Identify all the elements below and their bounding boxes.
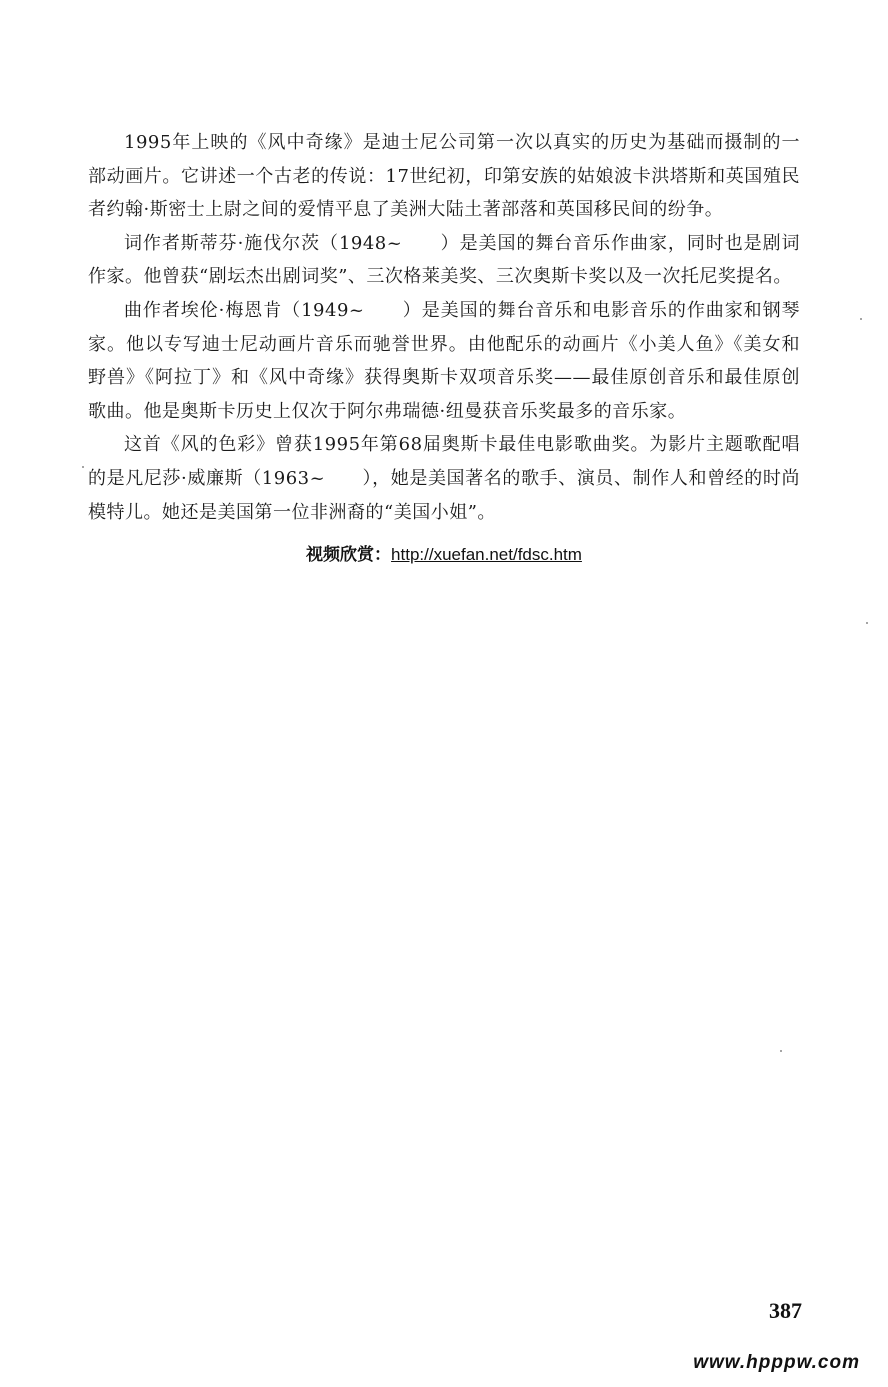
- paragraph-pocahontas-intro: 1995年上映的《风中奇缘》是迪士尼公司第一次以真实的历史为基础而摄制的一部动画片。它讲述一个古老的传说：17世纪初，印第安族的姑娘波卡洪塔斯和英国殖民者约翰·斯密士上尉之间的爱情平息了美洲大陆土著部落和英国移民间的纷争。: [88, 132, 800, 221]
- body-text: [88, 126, 800, 529]
- watermark-text: www.hpppw.com: [693, 1352, 860, 1373]
- video-url-link[interactable]: http://xuefan.net/fdsc.htm: [391, 545, 582, 564]
- video-link-line: [0, 540, 888, 565]
- paragraph-composer: 曲作者埃伦·梅恩肯（1949~ ）是美国的舞台音乐和电影音乐的作曲家和钢琴家。他以专写迪士尼动画片音乐而驰誉世界。由他配乐的动画片《小美人鱼》《美女和野兽》《阿拉丁》和《风中奇缘》获得奥斯卡双项音乐奖——最佳原创音乐和最佳原创歌曲。他是奥斯卡历史上仅次于阿尔弗瑞德·纽曼获音乐奖最多的音乐家。: [88, 299, 800, 422]
- scan-speck: [82, 466, 84, 468]
- paragraph-lyricist: 词作者斯蒂芬·施伐尔茨（1948~ ）是美国的舞台音乐作曲家，同时也是剧词作家。他曾获“剧坛杰出剧词奖”、三次格莱美奖、三次奥斯卡奖以及一次托尼奖提名。: [88, 232, 800, 288]
- paragraph-song-award: 这首《风的色彩》曾获1995年第68届奥斯卡最佳电影歌曲奖。为影片主题歌配唱的是凡尼莎·威廉斯（1963~ ），她是美国著名的歌手、演员、制作人和曾经的时尚模特儿。她还是美国第一位非洲裔的“美国小姐”。: [88, 434, 800, 523]
- page-number: 387: [769, 1298, 802, 1323]
- scan-speck: [780, 1050, 782, 1052]
- video-label: 视频欣赏：: [306, 545, 392, 564]
- scan-speck: [860, 318, 862, 320]
- scan-speck: [866, 622, 868, 624]
